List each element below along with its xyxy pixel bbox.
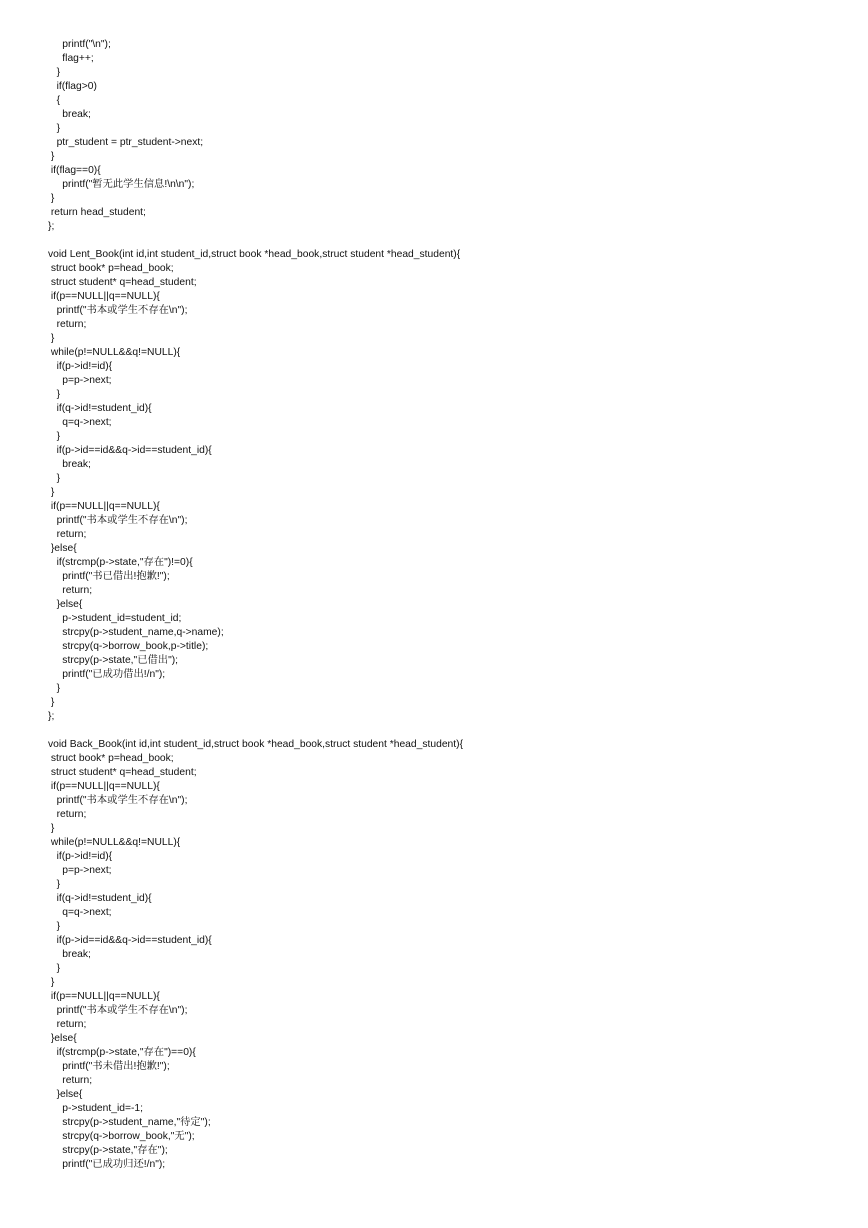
code-listing (48, 38, 463, 1172)
code-line: printf("书本或学生不存在\n"); (48, 515, 188, 526)
code-line: } (48, 683, 61, 694)
code-line: void Back_Book(int id,int student_id,struct book *head_book,struct student *head_student){ (48, 739, 464, 750)
code-line: if(p==NULL||q==NULL){ (48, 501, 160, 512)
code-line: } (48, 977, 55, 988)
code-line: if(q->id!=student_id){ (48, 893, 152, 904)
code-line: break; (48, 459, 91, 470)
code-line: if(p->id==id&&q->id==student_id){ (48, 445, 212, 456)
code-line: p=p->next; (48, 865, 112, 876)
code-line: return; (48, 585, 93, 596)
code-line: ptr_student = ptr_student->next; (48, 137, 204, 148)
code-line: printf("书已借出!抱歉!"); (48, 571, 170, 582)
code-line: } (48, 697, 55, 708)
code-line: } (48, 123, 61, 134)
blank-line (48, 234, 463, 248)
code-line: } (48, 823, 55, 834)
code-line: if(p->id!=id){ (48, 361, 113, 372)
code-line: } (48, 333, 55, 344)
code-line: } (48, 431, 61, 442)
code-line: printf("\n"); (48, 39, 111, 50)
code-line: if(p==NULL||q==NULL){ (48, 291, 160, 302)
code-line: } (48, 963, 61, 974)
code-line: } (48, 67, 61, 78)
code-line: } (48, 487, 55, 498)
code-line: }; (48, 711, 55, 722)
code-line: } (48, 921, 61, 932)
code-line: return; (48, 809, 87, 820)
code-line: if(p->id==id&&q->id==student_id){ (48, 935, 212, 946)
code-line: return; (48, 1075, 93, 1086)
code-line: }else{ (48, 543, 77, 554)
code-line: break; (48, 109, 91, 120)
code-line: struct student* q=head_student; (48, 767, 197, 778)
code-line: if(flag>0) (48, 81, 97, 92)
code-line: }else{ (48, 599, 83, 610)
code-line: p->student_id=student_id; (48, 613, 182, 624)
code-line: return; (48, 1019, 87, 1030)
code-line: printf("书未借出!抱歉!"); (48, 1061, 170, 1072)
code-line: printf("书本或学生不存在\n"); (48, 1005, 188, 1016)
code-line: return; (48, 529, 87, 540)
code-line: strcpy(p->state,"已借出"); (48, 655, 179, 666)
code-line: printf("书本或学生不存在\n"); (48, 305, 188, 316)
code-line: struct book* p=head_book; (48, 263, 174, 274)
code-line: { (48, 95, 61, 106)
code-line: } (48, 389, 61, 400)
code-line: if(q->id!=student_id){ (48, 403, 152, 414)
code-line: strcpy(p->state,"存在"); (48, 1145, 168, 1156)
code-line: strcpy(q->borrow_book,p->title); (48, 641, 209, 652)
code-line: return; (48, 319, 87, 330)
code-line: }; (48, 221, 55, 232)
code-line: if(strcmp(p->state,"存在")!=0){ (48, 557, 193, 568)
code-line: } (48, 473, 61, 484)
code-line: printf("书本或学生不存在\n"); (48, 795, 188, 806)
code-line: if(p==NULL||q==NULL){ (48, 991, 160, 1002)
code-line: } (48, 879, 61, 890)
code-line: void Lent_Book(int id,int student_id,struct book *head_book,struct student *head_student){ (48, 249, 461, 260)
code-line: flag++; (48, 53, 94, 64)
code-line: while(p!=NULL&&q!=NULL){ (48, 837, 181, 848)
code-line: printf("已成功归还!/n"); (48, 1159, 166, 1170)
code-line: return head_student; (48, 207, 146, 218)
code-line: q=q->next; (48, 907, 112, 918)
code-line: if(p==NULL||q==NULL){ (48, 781, 160, 792)
code-line: if(flag==0){ (48, 165, 101, 176)
code-line: }else{ (48, 1033, 77, 1044)
code-line: } (48, 193, 55, 204)
code-line: break; (48, 949, 91, 960)
code-line: strcpy(p->student_name,q->name); (48, 627, 224, 638)
code-line: p=p->next; (48, 375, 112, 386)
code-line: struct book* p=head_book; (48, 753, 174, 764)
code-line: while(p!=NULL&&q!=NULL){ (48, 347, 181, 358)
code-line: strcpy(q->borrow_book,"无"); (48, 1131, 195, 1142)
code-line: } (48, 151, 55, 162)
code-line: if(p->id!=id){ (48, 851, 113, 862)
code-line: printf("已成功借出!/n"); (48, 669, 166, 680)
code-line: strcpy(p->student_name,"待定"); (48, 1117, 211, 1128)
code-line: printf("暂无此学生信息!\n\n"); (48, 179, 195, 190)
code-line: }else{ (48, 1089, 83, 1100)
code-line: q=q->next; (48, 417, 112, 428)
code-line: struct student* q=head_student; (48, 277, 197, 288)
blank-line (48, 724, 463, 738)
code-line: if(strcmp(p->state,"存在")==0){ (48, 1047, 196, 1058)
code-line: p->student_id=-1; (48, 1103, 144, 1114)
